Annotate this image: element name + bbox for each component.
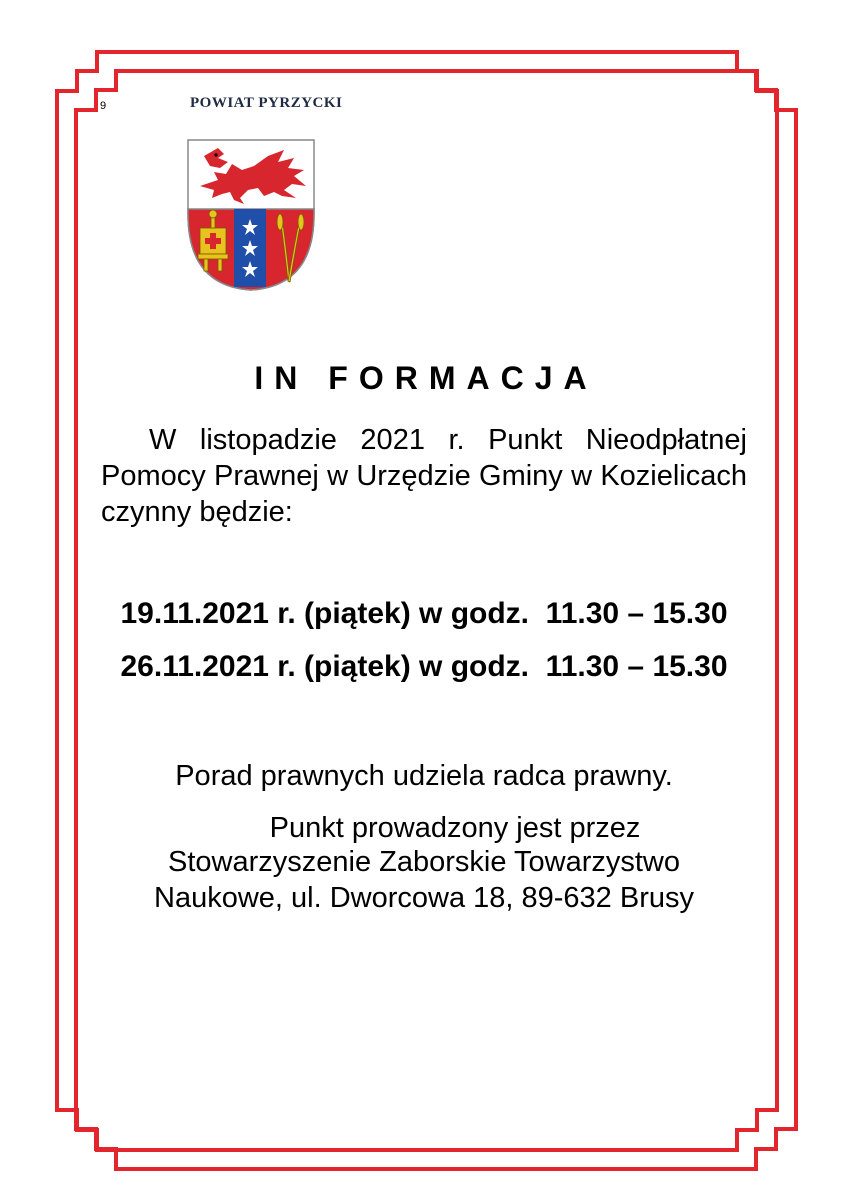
opening-date-line: 26.11.2021 r. (piątek) w godz. 11.30 – 15.30 xyxy=(120,650,728,683)
notice-title: IN FORMACJA xyxy=(254,360,598,396)
legal-advice-note: Porad prawnych udziela radca prawny. xyxy=(175,760,673,792)
operator-line: Stowarzyszenie Zaborskie Towarzystwo xyxy=(168,846,680,878)
opening-date-line: 19.11.2021 r. (piątek) w godz. 11.30 – 15.30 xyxy=(120,597,728,630)
notice-intro: W listopadzie 2021 r. Punkt Nieodpłatnej Pomocy Prawnej w Urzędzie Gminy w Kozielicach czynny będzie: xyxy=(101,424,747,528)
operator-line: Naukowe, ul. Dworcowa 18, 89-632 Brusy xyxy=(154,882,694,914)
page-number: 9 xyxy=(100,100,107,112)
operator-line: Punkt prowadzony jest przez xyxy=(269,812,641,844)
coat-of-arms-griffin-icon xyxy=(184,136,318,294)
organization-name: POWIAT PYRZYCKI xyxy=(190,95,343,111)
